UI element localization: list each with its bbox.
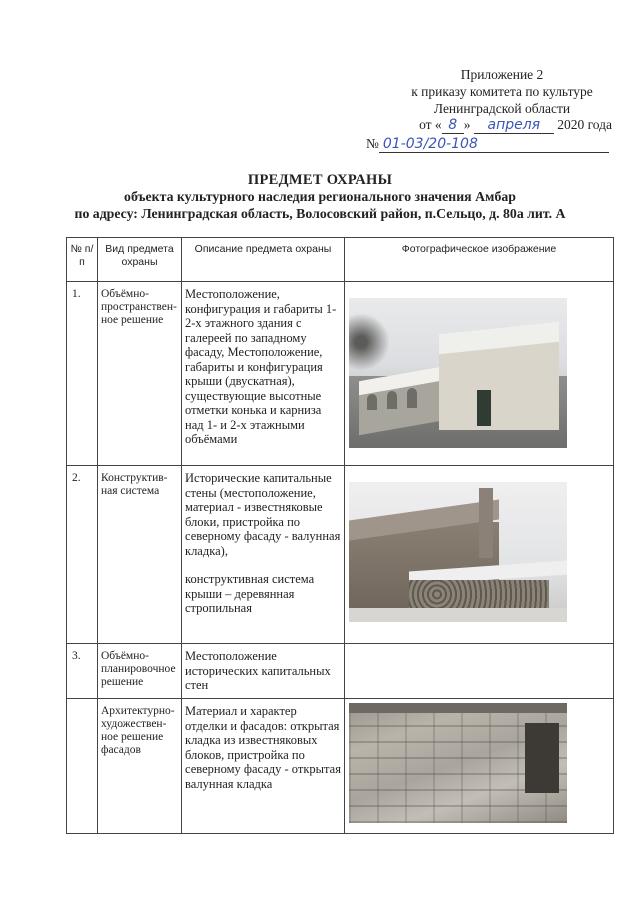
photo-barn-gallery xyxy=(349,298,567,448)
photo-masonry xyxy=(349,703,567,823)
row-photo-cell xyxy=(345,466,614,644)
col-header-kind: Вид предмета охраны xyxy=(98,238,182,282)
row-number xyxy=(67,699,98,834)
row-number: 2. xyxy=(67,466,98,644)
row-description: Материал и характер отделки и фасадов: открытая кладка из известняковых блоков, пристройка по северному фасаду - открытая валунная кладка xyxy=(182,699,345,834)
appendix-line: Приложение 2 xyxy=(460,67,544,82)
row-kind: Объёмно-пространствен-ное решение xyxy=(98,282,182,466)
row-photo-cell xyxy=(345,282,614,466)
row-kind: Конструктив-ная система xyxy=(98,466,182,644)
protection-table xyxy=(66,237,614,834)
date-month-handwritten: апреля xyxy=(474,117,554,134)
region-line: Ленинградской области xyxy=(433,101,571,116)
row-photo-cell xyxy=(345,699,614,834)
date-line: от « 8 » апреля 2020 года xyxy=(419,117,612,133)
table-row xyxy=(67,699,614,834)
order-line: к приказу комитета по культуре xyxy=(411,84,593,99)
row-number: 1. xyxy=(67,282,98,466)
row-kind: Объёмно-планировочное решение xyxy=(98,644,182,699)
table-header-row xyxy=(67,238,614,282)
document-number-handwritten: 01-03/20-108 xyxy=(379,136,609,153)
col-header-number: № п/п xyxy=(67,238,98,282)
appendix-header xyxy=(392,66,612,117)
date-year: 2020 года xyxy=(557,117,612,132)
table-row xyxy=(67,466,614,644)
date-day-handwritten: 8 xyxy=(442,117,464,134)
table-row xyxy=(67,644,614,699)
row-description: Исторические капитальные стены (местоположение, материал - известняковые блоки, пристройка по северному фасаду - валунная кладка), конструктивная система крыши – деревянная стропильная xyxy=(182,466,345,644)
row-description: Местоположение исторических капитальных стен xyxy=(182,644,345,699)
row-number: 3. xyxy=(67,644,98,699)
col-header-description: Описание предмета охраны xyxy=(182,238,345,282)
row-kind: Архитектурно-художествен-ное решение фасадов xyxy=(98,699,182,834)
row-description: Местоположение, конфигурация и габариты 1-2-х этажного здания с галереей по западному фасаду, Местоположение, габариты и конфигурация крыши (двускатная), существующие высотные отметки конька и карниза над 1- и 2-х этажными объёмами xyxy=(182,282,345,466)
document-title: ПРЕДМЕТ ОХРАНЫ xyxy=(247,172,393,188)
col-header-photo: Фотографическое изображение xyxy=(345,238,614,282)
table-row xyxy=(67,282,614,466)
document-subtitle: объекта культурного наследия регионального значения Амбар xyxy=(124,189,516,204)
row-photo-cell xyxy=(345,644,614,699)
photo-barn-chimney xyxy=(349,482,567,622)
document-address: по адресу: Ленинградская область, Волосовский район, п.Сельцо, д. 80а лит. А xyxy=(74,206,566,221)
document-number-line: № 01-03/20-108 xyxy=(366,136,612,153)
